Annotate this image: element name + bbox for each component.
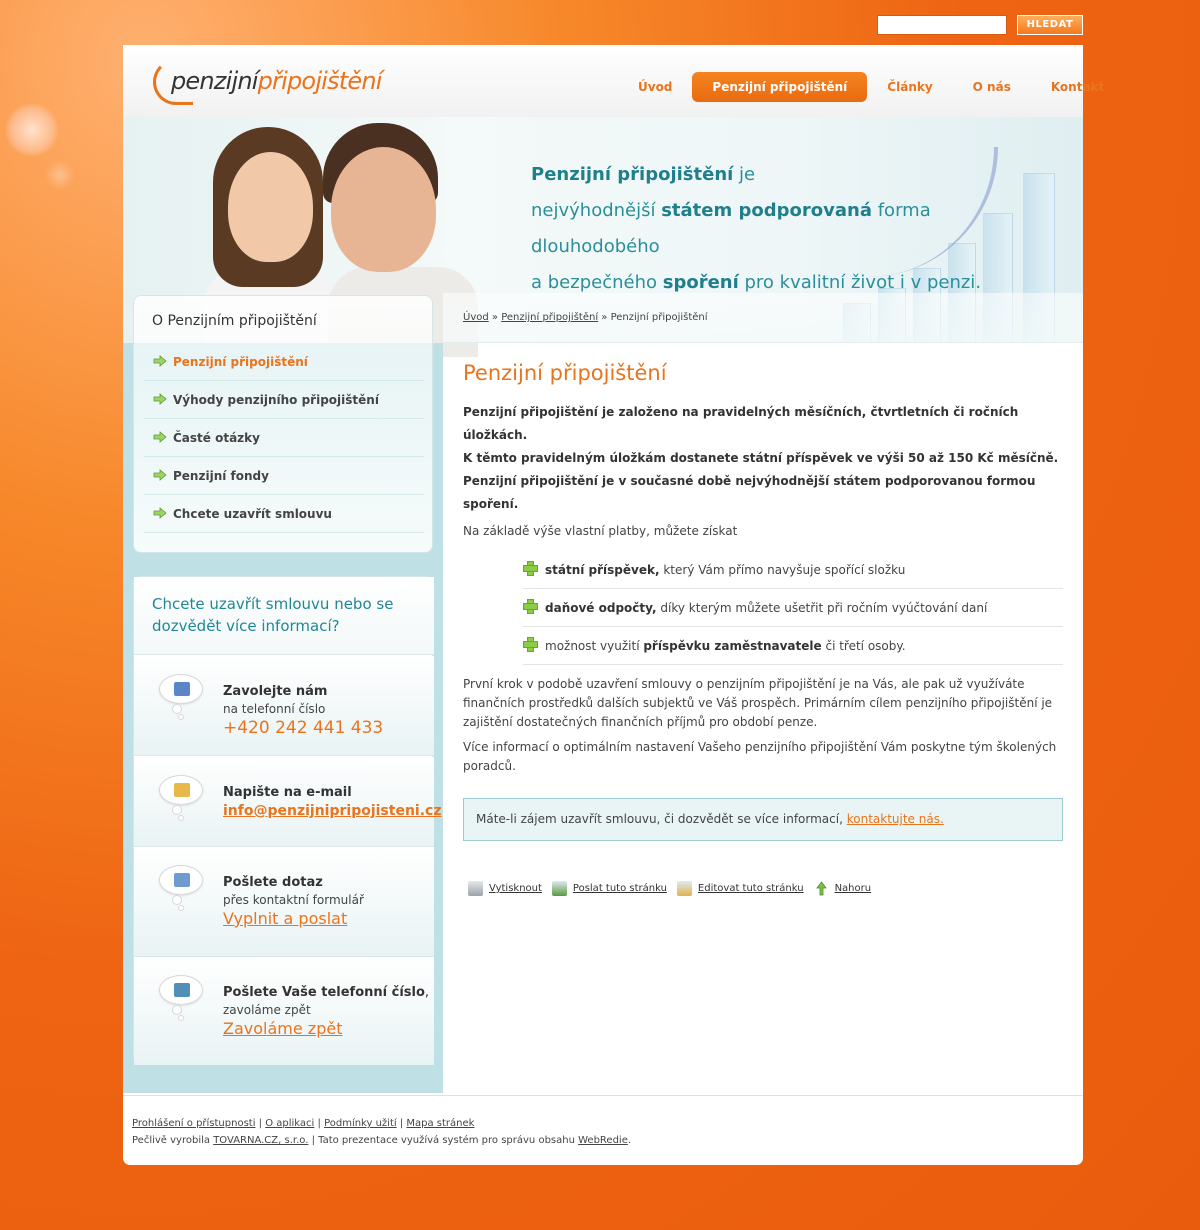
page-tools (463, 881, 1063, 896)
callback-link[interactable]: Zavoláme zpět (223, 1019, 343, 1038)
nav-item-kontakt[interactable]: Kontakt (1050, 80, 1105, 94)
nav-item-uvod[interactable]: Úvod (638, 80, 673, 94)
footer-link-about-app[interactable]: O aplikaci (265, 1118, 315, 1129)
page-title: Penzijní připojištění (463, 361, 667, 385)
contact-row-callback: Pošlete Vaše telefonní číslo, zavoláme zpět Zavoláme zpět (134, 957, 434, 1065)
footer-link-webredie[interactable]: WebRedie (578, 1135, 628, 1146)
sidebar-item-penzijni-fondy[interactable]: Penzijní fondy (144, 457, 424, 495)
intro-text: Na základě výše vlastní platby, můžete získat (463, 524, 738, 538)
nav-item-penzijni-pripojisteni[interactable]: Penzijní připojištění (692, 72, 867, 102)
send-page-button[interactable]: Poslat tuto stránku (552, 881, 667, 896)
nav-item-o-nas[interactable]: O nás (972, 80, 1011, 94)
arrow-right-icon (154, 470, 166, 480)
nav-item-clanky[interactable]: Články (887, 80, 933, 94)
benefits-list (523, 551, 1063, 665)
sidebar-item-penzijni-pripojisteni[interactable]: Penzijní připojištění (144, 343, 424, 381)
breadcrumb: Úvod » Penzijní připojištění » Penzijní připojištění (463, 312, 708, 323)
lead-paragraph: Penzijní připojištění je založeno na pravidelných měsíčních, čtvrtletních či ročních úložkách. K těmto pravidelným úložkám dostanete státní příspěvek ve výši 50 až 150 Kč měsíčně. Penzijní připojištění je v současné době nejvýhodnější státem podporovanou formou spoření. (463, 405, 1059, 511)
contact-us-link[interactable]: kontaktujte nás. (846, 812, 944, 826)
speech-bubble (159, 975, 203, 1005)
edit-page-icon (677, 881, 692, 896)
footer-link-terms[interactable]: Podmínky užití (324, 1118, 397, 1129)
mail-icon (174, 783, 190, 797)
printer-icon (468, 881, 483, 896)
form-icon (174, 873, 190, 887)
background-glow-small (45, 160, 75, 190)
contact-title: Chcete uzavřít smlouvu nebo se dozvědět více informací? (152, 595, 394, 635)
main-nav (618, 72, 1124, 102)
list-item: státní příspěvek, který Vám přímo navyšuje spořící složku (523, 551, 1063, 589)
background-glow (5, 103, 59, 157)
breadcrumb-parent-link[interactable]: Penzijní připojištění (501, 312, 599, 323)
breadcrumb-home-link[interactable]: Úvod (463, 312, 489, 323)
contact-info-box: Máte-li zájem uzavřít smlouvu, či dozvědět se více informací, kontaktujte nás. (463, 798, 1063, 841)
speech-bubble (159, 674, 203, 704)
print-button[interactable]: Vytisknout (468, 881, 542, 896)
arrow-right-icon (154, 356, 166, 366)
sidebar-item-vyhody[interactable]: Výhody penzijního připojištění (144, 381, 424, 419)
footer-links: Prohlášení o přístupnosti | O aplikaci | Podmínky užití | Mapa stránek (132, 1118, 475, 1129)
contact-form-link[interactable]: Vyplnit a poslat (223, 909, 348, 928)
footer-link-accessibility[interactable]: Prohlášení o přístupnosti (132, 1118, 256, 1129)
list-item: daňové odpočty, díky kterým můžete ušetřit při ročním vyúčtování daní (523, 589, 1063, 627)
arrow-up-icon (814, 881, 829, 896)
plus-icon (523, 637, 536, 650)
arrow-right-icon (154, 432, 166, 442)
banner-slogan: Penzijní připojištění je nejvýhodnější státem podporovaná forma dlouhodobého a bezpečného spoření pro kvalitní život i v penzi. (531, 164, 982, 293)
phone-number[interactable]: +420 242 441 433 (223, 718, 384, 738)
sidebar-menu (133, 343, 433, 553)
contact-row-phone: Zavolejte nám na telefonní číslo +420 242 441 433 (134, 656, 434, 756)
body-paragraph: První krok v podobě uzavření smlouvy o penzijním připojištění je na Vás, ale pak už využíváte finančních prostředků dalších subjektů ve Váš prospěch. Primárním cílem penzijního připojištění je zajištění dostatečných finančních příjmů pro období penze. (463, 677, 1053, 729)
speech-bubble (159, 775, 203, 805)
footer-link-tovarna[interactable]: TOVARNA.CZ, s.r.o. (213, 1135, 309, 1146)
breadcrumb-current: Penzijní připojištění (610, 312, 708, 323)
body-paragraph: Více informací o optimálním nastavení Vašeho penzijního připojištění Vám poskytne tým školených poradců. (463, 740, 1057, 773)
email-link[interactable]: info@penzijnipripojisteni.cz (223, 803, 442, 819)
page-frame (123, 45, 1105, 1165)
back-to-top-button[interactable]: Nahoru (814, 881, 872, 896)
arrow-right-icon (154, 508, 166, 518)
footer-credits: Pečlivě vyrobila TOVARNA.CZ, s.r.o. | Tato prezentace využívá systém pro správu obsahu WebRedie. (132, 1135, 632, 1146)
list-item: možnost využití příspěvku zaměstnavatele či třetí osoby. (523, 627, 1063, 665)
sidebar-title: O Penzijním připojištění (152, 313, 317, 329)
speech-bubble (159, 865, 203, 895)
send-page-icon (552, 881, 567, 896)
contact-row-form: Pošlete dotaz přes kontaktní formulář Vyplnit a poslat (134, 847, 434, 957)
sidebar-item-caste-otazky[interactable]: Časté otázky (144, 419, 424, 457)
search-button[interactable]: HLEDAT (1017, 15, 1083, 35)
sidebar-title-box (133, 295, 433, 347)
plus-icon (523, 599, 536, 612)
sidebar-item-uzavrit-smlouvu[interactable]: Chcete uzavřít smlouvu (144, 495, 424, 533)
main-content (463, 361, 1063, 896)
logo-text: penzijnípřipojištění (171, 67, 382, 95)
edit-page-button[interactable]: Editovat tuto stránku (677, 881, 804, 896)
arrow-right-icon (154, 394, 166, 404)
phone-icon (174, 682, 190, 696)
search-input[interactable] (877, 15, 1007, 35)
contact-box (133, 576, 442, 1064)
plus-icon (523, 561, 536, 574)
contact-row-email: Napište na e-mail info@penzijnipripojisteni.cz (134, 757, 434, 847)
footer-divider (123, 1095, 1083, 1096)
callback-icon (174, 983, 190, 997)
footer-link-sitemap[interactable]: Mapa stránek (406, 1118, 475, 1129)
footer (132, 1115, 631, 1149)
breadcrumb-bar (443, 293, 1083, 343)
logo[interactable] (153, 57, 382, 105)
header (123, 45, 1105, 117)
